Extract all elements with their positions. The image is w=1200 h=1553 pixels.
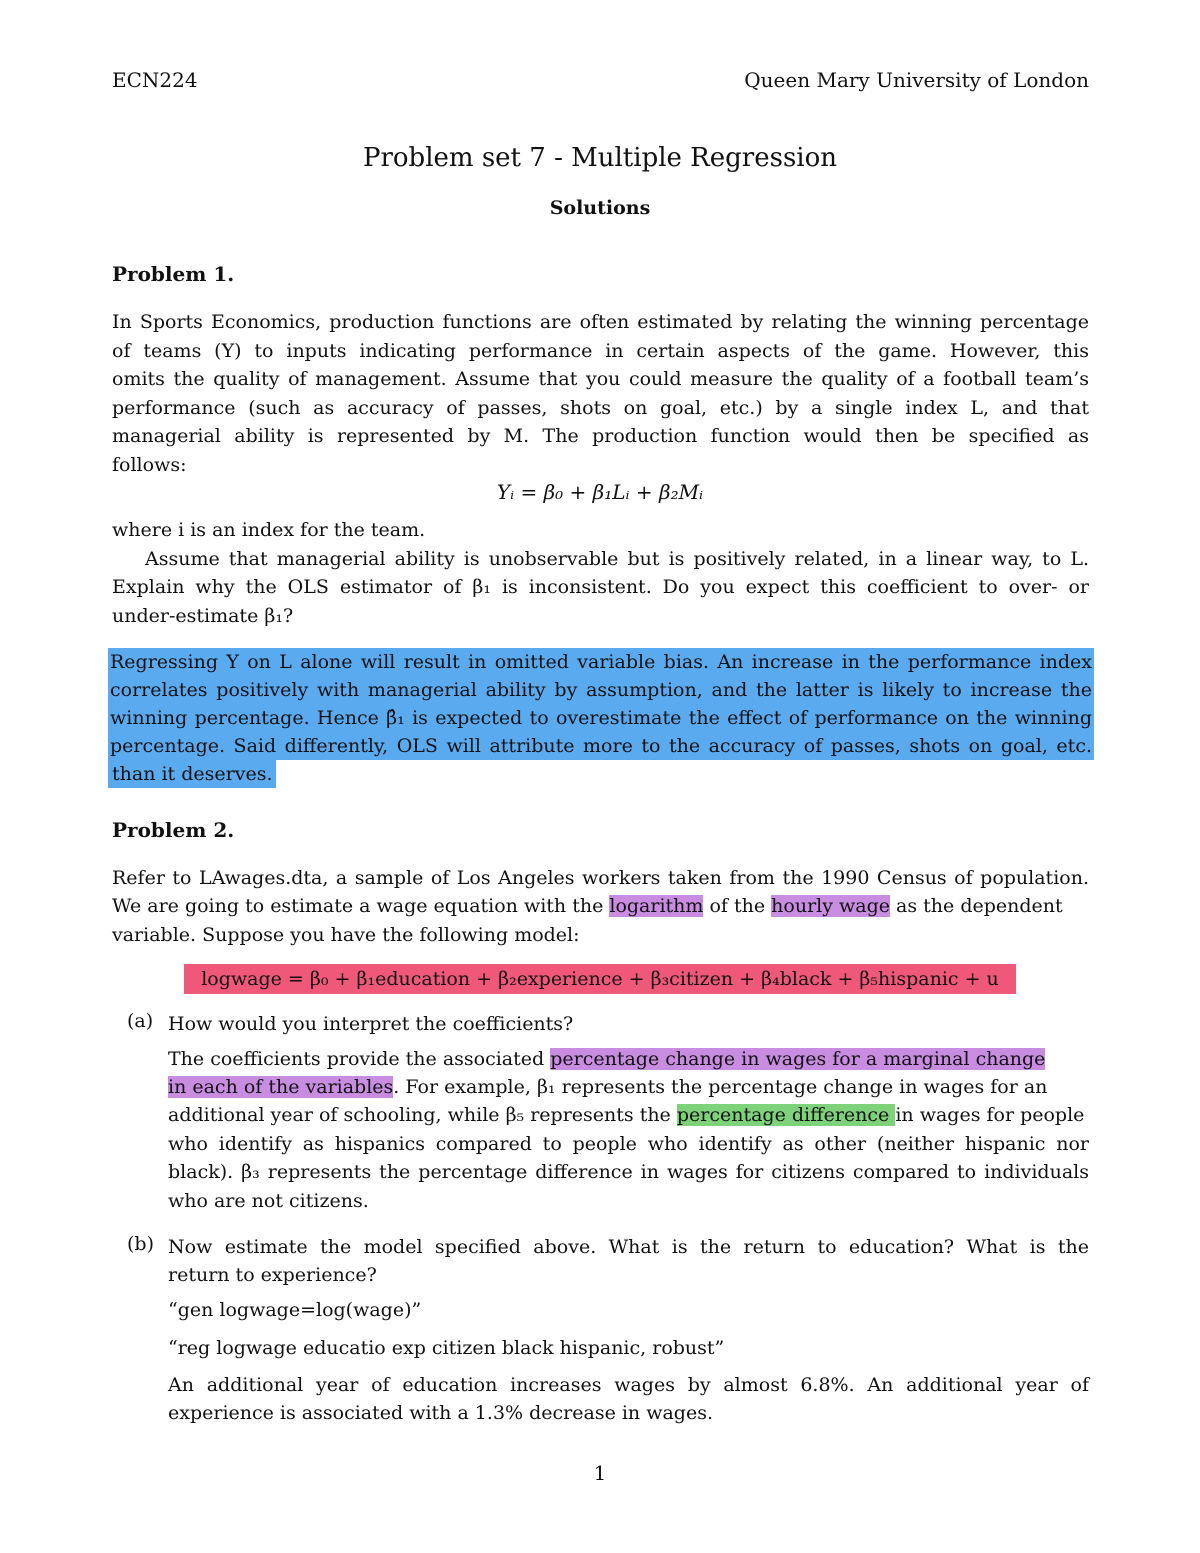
stata-command: “gen logwage=log(wage)” xyxy=(168,1299,422,1321)
problem-1-text-line: performance (such as accuracy of passes, shots on goal, etc.) by a single index L, and that xyxy=(112,397,1089,419)
logarithm-highlight: logarithm xyxy=(609,895,704,917)
stata-command: “reg logwage educatio exp citizen black hispanic, robust” xyxy=(168,1337,725,1359)
problem-1-answer-line: winning percentage. Hence β̂₁ is expected to overestimate the effect of performance on the winning xyxy=(108,704,1094,732)
problem-1-question-line: Explain why the OLS estimator of β₁ is inconsistent. Do you expect this coefficient to over- or xyxy=(112,576,1089,598)
problem-2-intro-line: Refer to LAwages.dta, a sample of Los Angeles workers taken from the 1990 Census of population. xyxy=(112,867,1089,889)
page-title: Problem set 7 - Multiple Regression xyxy=(362,143,838,173)
problem-1-question-line: Assume that managerial ability is unobservable but is positively related, in a linear way, to L. xyxy=(145,548,1089,570)
answer-text: additional year of schooling, while β₅ represents the xyxy=(168,1104,677,1126)
production-function-equation: Yᵢ = β₀ + β₁Lᵢ + β₂Mᵢ xyxy=(496,480,704,504)
header-course: ECN224 xyxy=(112,68,198,92)
wage-model-equation: logwage = β₀ + β₁education + β₂experience + β₃citizen + β₄black + β₅hispanic + u xyxy=(184,964,1016,994)
problem-1-text-line: of teams (Y) to inputs indicating performance in certain aspects of the game. However, this xyxy=(112,340,1089,362)
part-a-answer-line: who identify as hispanics compared to people who identify as other (neither hispanic nor xyxy=(168,1133,1089,1155)
page-number: 1 xyxy=(593,1461,607,1485)
intro-text: as the dependent xyxy=(890,895,1063,917)
answer-text: in wages for people xyxy=(895,1104,1085,1126)
problem-1-answer-line: Regressing Y on L alone will result in omitted variable bias. An increase in the performance index xyxy=(108,648,1094,676)
intro-text: of the xyxy=(703,895,772,917)
variables-highlight: in each of the variables xyxy=(168,1076,394,1098)
answer-text: . For example, β₁ represents the percentage change in wages for an xyxy=(393,1076,1048,1098)
hourly-wage-highlight: hourly wage xyxy=(771,895,890,917)
part-a-label: (a) xyxy=(127,1010,154,1032)
problem-1-question-line: under-estimate β₁? xyxy=(112,605,294,627)
part-b-question-line: Now estimate the model specified above. What is the return to education? What is the xyxy=(168,1236,1089,1258)
part-b-label: (b) xyxy=(127,1233,154,1255)
problem-2-intro-line: variable. Suppose you have the following model: xyxy=(112,924,580,946)
problem-1-text-line: omits the quality of management. Assume that you could measure the quality of a football team’s xyxy=(112,368,1089,390)
page-subtitle: Solutions xyxy=(549,197,651,219)
header-institution: Queen Mary University of London xyxy=(744,68,1089,92)
problem-2-intro-line xyxy=(112,892,1089,920)
problem-1-answer-line: percentage. Said differently, OLS will attribute more to the accuracy of passes, shots on goal, etc. xyxy=(108,732,1094,760)
problem-1-text-line: follows: xyxy=(112,454,187,476)
part-a-answer-line xyxy=(168,1101,1089,1129)
answer-text: The coefficients provide the associated xyxy=(168,1048,551,1070)
part-a-answer-line: black). β₃ represents the percentage difference in wages for citizens compared to individuals xyxy=(168,1161,1089,1183)
part-a-answer-line: who are not citizens. xyxy=(168,1190,369,1212)
problem-1-answer-line: correlates positively with managerial ability by assumption, and the latter is likely to increase the xyxy=(108,676,1094,704)
problem-2-heading: Problem 2. xyxy=(112,818,235,842)
part-a-question: How would you interpret the coefficients? xyxy=(168,1013,574,1035)
percentage-difference-highlight: percentage difference xyxy=(676,1104,896,1126)
intro-text: We are going to estimate a wage equation with the xyxy=(112,895,610,917)
problem-1-answer-line: than it deserves. xyxy=(108,760,276,788)
problem-1-index-note: where i is an index for the team. xyxy=(112,519,426,541)
part-a-answer-line xyxy=(168,1073,1089,1101)
problem-1-text-line: managerial ability is represented by M. The production function would then be specified as xyxy=(112,425,1089,447)
problem-1-heading: Problem 1. xyxy=(112,262,235,286)
problem-1-text-line: In Sports Economics, production functions are often estimated by relating the winning percentage xyxy=(112,311,1089,333)
part-b-answer-line: An additional year of education increases wages by almost 6.8%. An additional year of xyxy=(168,1374,1089,1396)
part-a-answer-line xyxy=(168,1045,1089,1073)
part-b-question-line: return to experience? xyxy=(168,1264,377,1286)
part-b-answer-line: experience is associated with a 1.3% decrease in wages. xyxy=(168,1402,713,1424)
marginal-change-highlight: percentage change in wages for a marginal change xyxy=(550,1048,1046,1070)
